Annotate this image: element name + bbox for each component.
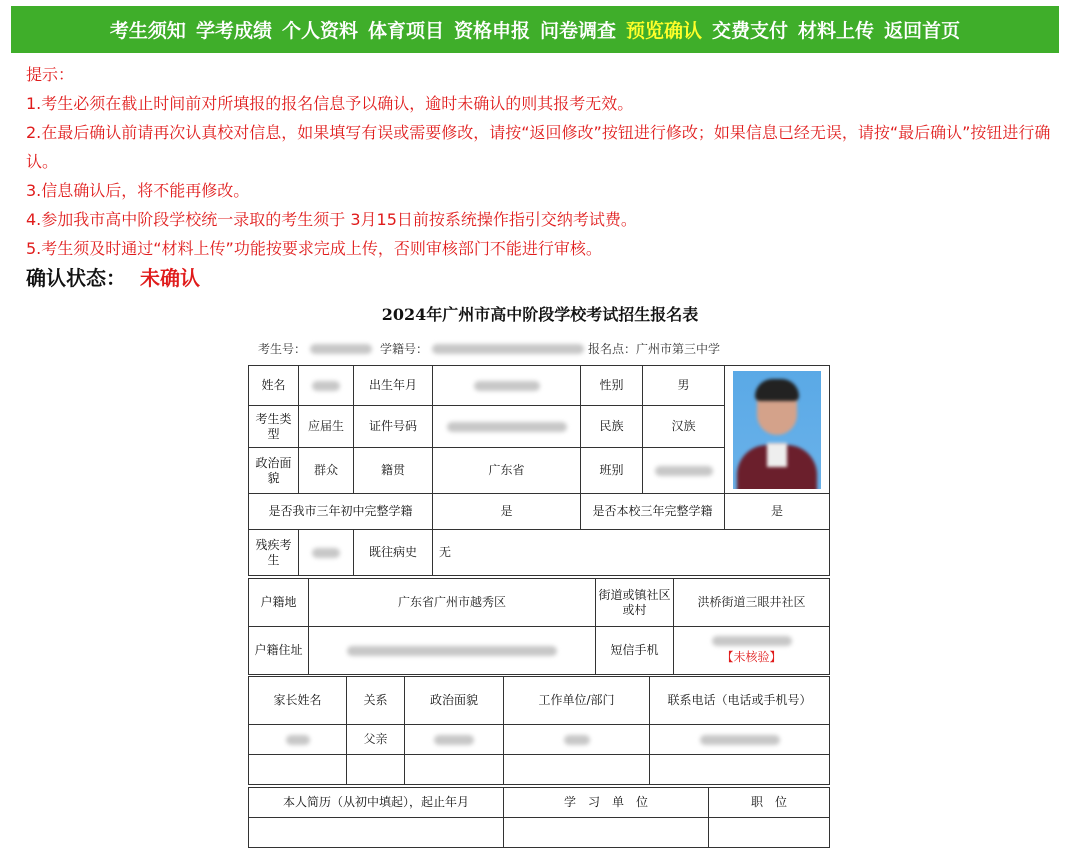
exam-number-label: 考生号： xyxy=(258,342,307,356)
resume-table xyxy=(248,787,830,848)
label-street: 街道或镇社区或村 xyxy=(596,579,674,627)
label-class: 班别 xyxy=(581,448,643,494)
label-school-3yr: 是否本校三年完整学籍 xyxy=(581,494,725,530)
label-id: 证件号码 xyxy=(354,406,433,448)
nav-item-survey[interactable]: 问卷调查 xyxy=(540,20,617,42)
value-class xyxy=(643,448,725,494)
notice-line-5: 5.考生须及时通过“材料上传”功能按要求完成上传，否则审核部门不能进行审核。 xyxy=(26,239,602,258)
nav-item-payment[interactable]: 交费支付 xyxy=(712,20,789,42)
confirm-status-value: 未确认 xyxy=(140,266,200,290)
value-relation: 父亲 xyxy=(347,725,405,755)
value-political: 群众 xyxy=(299,448,354,494)
photo-cell xyxy=(725,366,830,494)
nav-item-scores[interactable]: 学考成绩 xyxy=(195,20,272,42)
nav-item-personal-info[interactable]: 个人资料 xyxy=(281,20,358,42)
label-work: 工作单位/部门 xyxy=(504,677,650,725)
label-parent-political: 政治面貌 xyxy=(405,677,504,725)
label-sms: 短信手机 xyxy=(596,627,674,675)
label-ethnic: 民族 xyxy=(581,406,643,448)
label-huji: 户籍地 xyxy=(249,579,309,627)
registration-site: 报名点：广州市第三中学 xyxy=(588,342,721,356)
value-school-3yr: 是 xyxy=(725,494,830,530)
empty-cell xyxy=(504,755,650,785)
empty-cell xyxy=(249,755,347,785)
nav-item-material-upload[interactable]: 材料上传 xyxy=(798,20,875,42)
value-address xyxy=(309,627,596,675)
exam-number-redacted xyxy=(310,344,372,354)
family-table xyxy=(248,676,830,785)
label-complete-3yr: 是否我市三年初中完整学籍 xyxy=(249,494,433,530)
value-type: 应届生 xyxy=(299,406,354,448)
confirm-status xyxy=(26,262,200,291)
label-address: 户籍住址 xyxy=(249,627,309,675)
empty-cell xyxy=(709,818,830,848)
value-sms xyxy=(674,627,830,675)
form-meta xyxy=(258,340,720,357)
notice-line-4: 4.参加我市高中阶段学校统一录取的考生须于 3月15日前按系统操作指引交纳考试费。 xyxy=(26,210,637,229)
label-gender: 性别 xyxy=(581,366,643,406)
value-gender: 男 xyxy=(643,366,725,406)
value-street: 洪桥街道三眼井社区 xyxy=(674,579,830,627)
value-complete-3yr: 是 xyxy=(433,494,581,530)
school-number-label: 学籍号： xyxy=(380,342,429,356)
value-parent-name xyxy=(249,725,347,755)
top-navigation xyxy=(11,6,1059,53)
value-work xyxy=(504,725,650,755)
empty-cell xyxy=(347,755,405,785)
confirm-status-label: 确认状态： xyxy=(26,266,126,290)
label-type: 考生类型 xyxy=(249,406,299,448)
notice-title: 提示： xyxy=(26,65,75,84)
empty-cell xyxy=(405,755,504,785)
student-photo xyxy=(733,371,821,489)
label-relation: 关系 xyxy=(347,677,405,725)
value-name xyxy=(299,366,354,406)
empty-cell xyxy=(249,818,504,848)
value-id xyxy=(433,406,581,448)
label-disabled: 残疾考生 xyxy=(249,530,299,576)
notice-block xyxy=(26,60,1056,263)
nav-item-home[interactable]: 返回首页 xyxy=(884,20,961,42)
sms-status: 【未核验】 xyxy=(721,650,782,664)
value-history: 无 xyxy=(433,530,830,576)
basic-info-table xyxy=(248,365,830,576)
value-disabled xyxy=(299,530,354,576)
label-school-unit: 学 习 单 位 xyxy=(504,788,709,818)
value-contact xyxy=(650,725,830,755)
notice-line-1: 1.考生必须在截止时间前对所填报的报名信息予以确认，逾时未确认的则其报考无效。 xyxy=(26,94,634,113)
value-birth xyxy=(433,366,581,406)
empty-cell xyxy=(504,818,709,848)
label-political: 政治面貌 xyxy=(249,448,299,494)
nav-item-exam-notice[interactable]: 考生须知 xyxy=(109,20,186,42)
nav-item-sports[interactable]: 体育项目 xyxy=(367,20,444,42)
label-resume: 本人简历（从初中填起），起止年月 xyxy=(249,788,504,818)
label-birth: 出生年月 xyxy=(354,366,433,406)
residence-table xyxy=(248,578,830,675)
form-title: 2024年广州市高中阶段学校考试招生报名表 xyxy=(381,305,699,324)
nav-item-preview-confirm[interactable]: 预览确认 xyxy=(626,20,703,42)
label-history: 既往病史 xyxy=(354,530,433,576)
nav-item-qualification[interactable]: 资格申报 xyxy=(453,20,530,42)
value-huji: 广东省广州市越秀区 xyxy=(309,579,596,627)
empty-cell xyxy=(650,755,830,785)
label-contact: 联系电话（电话或手机号） xyxy=(650,677,830,725)
label-parent-name: 家长姓名 xyxy=(249,677,347,725)
school-number-redacted xyxy=(432,344,584,354)
notice-line-3: 3.信息确认后，将不能再修改。 xyxy=(26,181,250,200)
label-name: 姓名 xyxy=(249,366,299,406)
label-native: 籍贯 xyxy=(354,448,433,494)
value-ethnic: 汉族 xyxy=(643,406,725,448)
value-native: 广东省 xyxy=(433,448,581,494)
label-position: 职 位 xyxy=(709,788,830,818)
value-parent-political xyxy=(405,725,504,755)
notice-line-2: 2.在最后确认前请再次认真校对信息，如果填写有误或需要修改，请按“返回修改”按钮进行修改；如果信息已经无误，请按“最后确认”按钮进行确认。 xyxy=(26,123,1051,171)
